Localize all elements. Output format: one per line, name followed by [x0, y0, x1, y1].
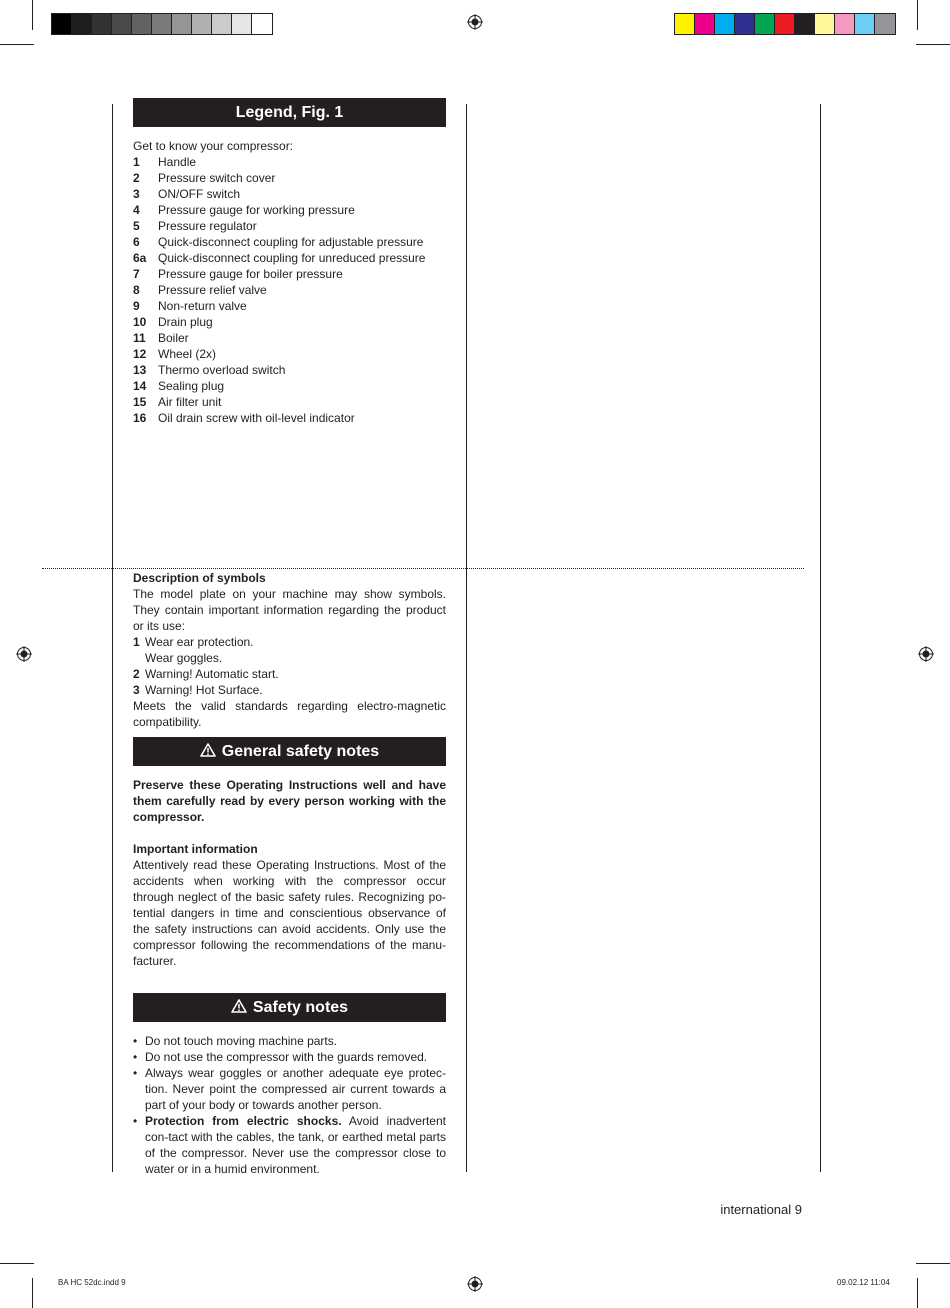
- date-slug: 09.02.12 11:04: [837, 1278, 890, 1287]
- legend-item: [133, 266, 453, 282]
- color-swatch: [675, 14, 695, 34]
- list-item: 2 Warning! Automatic start.: [133, 667, 279, 681]
- grayscale-color-bar: [51, 13, 273, 35]
- list-item: 1 Wear ear protection.: [133, 635, 254, 649]
- general-safety-title: General safety notes: [221, 743, 380, 760]
- color-swatch: [132, 14, 152, 34]
- color-swatch: [695, 14, 715, 34]
- legend-item-label: Non-return valve: [158, 299, 247, 313]
- color-swatch: [232, 14, 252, 34]
- color-swatch: [735, 14, 755, 34]
- legend-item: [133, 250, 453, 266]
- legend-item: [133, 282, 453, 298]
- legend-heading: [133, 98, 446, 127]
- legend-item-number: 15: [133, 395, 147, 409]
- page-number: international 9: [720, 1202, 802, 1217]
- legend-item: [133, 346, 453, 362]
- safety-bullets: [133, 1033, 446, 1177]
- legend-item-label: Oil drain screw with oil-level indicator: [158, 411, 355, 425]
- registration-mark-icon: [918, 646, 934, 662]
- column-rule: [466, 104, 467, 1172]
- legend-item-number: 3: [133, 187, 140, 201]
- color-swatch: [715, 14, 735, 34]
- general-safety-section: [133, 777, 446, 969]
- legend-item: [133, 362, 453, 378]
- legend-item-number: 11: [133, 331, 146, 345]
- list-item: • Protection from electric shocks. Avoid inadvertent con-tact with the cables, the tank, or earthed metal parts of the compressor. Never use the compressor close to water or in a humid environment.: [133, 1114, 446, 1176]
- legend-item-label: Thermo overload switch: [158, 363, 286, 377]
- general-safety-heading: [133, 737, 446, 766]
- legend-item-label: Pressure regulator: [158, 219, 257, 233]
- legend-item: [133, 186, 453, 202]
- legend-item-label: Pressure switch cover: [158, 171, 276, 185]
- legend-title: Legend, Fig. 1: [235, 104, 344, 121]
- legend-list: [133, 154, 453, 426]
- color-swatch: [52, 14, 72, 34]
- symbols-section: [133, 570, 446, 730]
- warning-triangle-icon: [200, 743, 216, 757]
- legend-item-label: Pressure gauge for boiler pressure: [158, 267, 343, 281]
- legend-item-number: 16: [133, 411, 147, 425]
- color-swatch: [192, 14, 212, 34]
- legend-item-number: 12: [133, 347, 147, 361]
- color-swatch: [172, 14, 192, 34]
- list-item: • Do not use the compressor with the guards removed.: [133, 1050, 428, 1064]
- legend-item-number: 6: [133, 235, 140, 249]
- legend-item: [133, 218, 453, 234]
- column-rule: [820, 104, 821, 1172]
- legend-item-number: 4: [133, 203, 140, 217]
- crop-mark: [32, 1278, 33, 1308]
- crop-mark: [917, 1278, 918, 1308]
- column-rule: [112, 104, 113, 1172]
- color-swatch: [112, 14, 132, 34]
- registration-mark-icon: [467, 1276, 483, 1292]
- legend-item-label: ON/OFF switch: [158, 187, 241, 201]
- color-swatch: [252, 14, 272, 34]
- legend-intro: Get to know your compressor:: [133, 139, 294, 153]
- safety-notes-section: [133, 1033, 446, 1177]
- important-text: Attentively read these Operating Instructions. Most of the accidents when working with the compressor occur through neglect of the basic safety rules. Recognizing po-tential dangers in time and conscientious observance of the safety instructions can avoid accidents. Only use the compressor following the recommendations of the manu-facturer.: [133, 858, 446, 968]
- legend-item-number: 10: [133, 315, 147, 329]
- warning-triangle-icon: [231, 999, 247, 1013]
- legend-item-label: Drain plug: [158, 315, 213, 329]
- list-item: • Do not touch moving machine parts.: [133, 1034, 338, 1048]
- symbols-intro: The model plate on your machine may show symbols. They contain important information regarding the product or its use:: [133, 587, 446, 633]
- legend-item-label: Quick-disconnect coupling for adjustable pressure: [158, 235, 424, 249]
- legend-item: [133, 410, 453, 426]
- color-swatch: [152, 14, 172, 34]
- legend-item-number: 2: [133, 171, 140, 185]
- crop-mark: [0, 1263, 34, 1264]
- legend-item: [133, 298, 453, 314]
- legend-item: [133, 202, 453, 218]
- legend-item: [133, 314, 453, 330]
- color-swatch: [835, 14, 855, 34]
- list-item: 3 Warning! Hot Surface.: [133, 683, 263, 697]
- legend-item-number: 14: [133, 379, 147, 393]
- process-color-bar: [674, 13, 896, 35]
- legend-item: [133, 170, 453, 186]
- color-swatch: [795, 14, 815, 34]
- safety-notes-title: Safety notes: [252, 999, 349, 1016]
- legend-item-label: Wheel (2x): [158, 347, 217, 361]
- legend-item-label: Quick-disconnect coupling for unreduced pressure: [158, 251, 426, 265]
- color-swatch: [212, 14, 232, 34]
- color-swatch: [92, 14, 112, 34]
- color-swatch: [815, 14, 835, 34]
- legend-item-label: Boiler: [158, 331, 189, 345]
- legend-item-number: 7: [133, 267, 140, 281]
- registration-mark-icon: [467, 14, 483, 30]
- preserve-note: Preserve these Operating Instructions well and have them carefully read by every person working with the compressor.: [133, 778, 446, 824]
- color-swatch: [875, 14, 895, 34]
- crop-mark: [0, 44, 34, 45]
- symbols-list: [133, 634, 446, 698]
- color-swatch: [755, 14, 775, 34]
- list-item: • Always wear goggles or another adequate eye protec-tion. Never point the compressed air current towards a part of your body or towards another person.: [133, 1066, 446, 1112]
- legend-item-number: 6a: [133, 251, 147, 265]
- emc-note: Meets the valid standards regarding electro-magnetic compatibility.: [133, 699, 446, 729]
- registration-mark-icon: [16, 646, 32, 662]
- legend-item-label: Handle: [158, 155, 197, 169]
- legend-item: [133, 154, 453, 170]
- legend-item-number: 8: [133, 283, 140, 297]
- crop-mark: [32, 0, 33, 30]
- file-slug: BA HC 52dc.indd 9: [58, 1278, 126, 1287]
- safety-notes-heading: [133, 993, 446, 1022]
- legend-item: [133, 378, 453, 394]
- crop-mark: [917, 0, 918, 30]
- legend-item-label: Sealing plug: [158, 379, 225, 393]
- symbols-heading: Description of symbols: [133, 571, 266, 585]
- fold-line: [42, 568, 804, 569]
- crop-mark: [916, 1263, 950, 1264]
- legend-item-number: 13: [133, 363, 147, 377]
- important-heading: Important information: [133, 842, 258, 856]
- legend-item-label: Pressure relief valve: [158, 283, 267, 297]
- crop-mark: [916, 44, 950, 45]
- legend-item-label: Pressure gauge for working pressure: [158, 203, 355, 217]
- legend-item: [133, 234, 453, 250]
- legend-item-number: 5: [133, 219, 140, 233]
- legend-item: [133, 330, 453, 346]
- legend-item-label: Air filter unit: [158, 395, 222, 409]
- color-swatch: [72, 14, 92, 34]
- legend-item-number: 1: [133, 155, 140, 169]
- color-swatch: [855, 14, 875, 34]
- list-item: Wear goggles.: [145, 651, 223, 665]
- color-swatch: [775, 14, 795, 34]
- legend-item: [133, 394, 453, 410]
- legend-item-number: 9: [133, 299, 140, 313]
